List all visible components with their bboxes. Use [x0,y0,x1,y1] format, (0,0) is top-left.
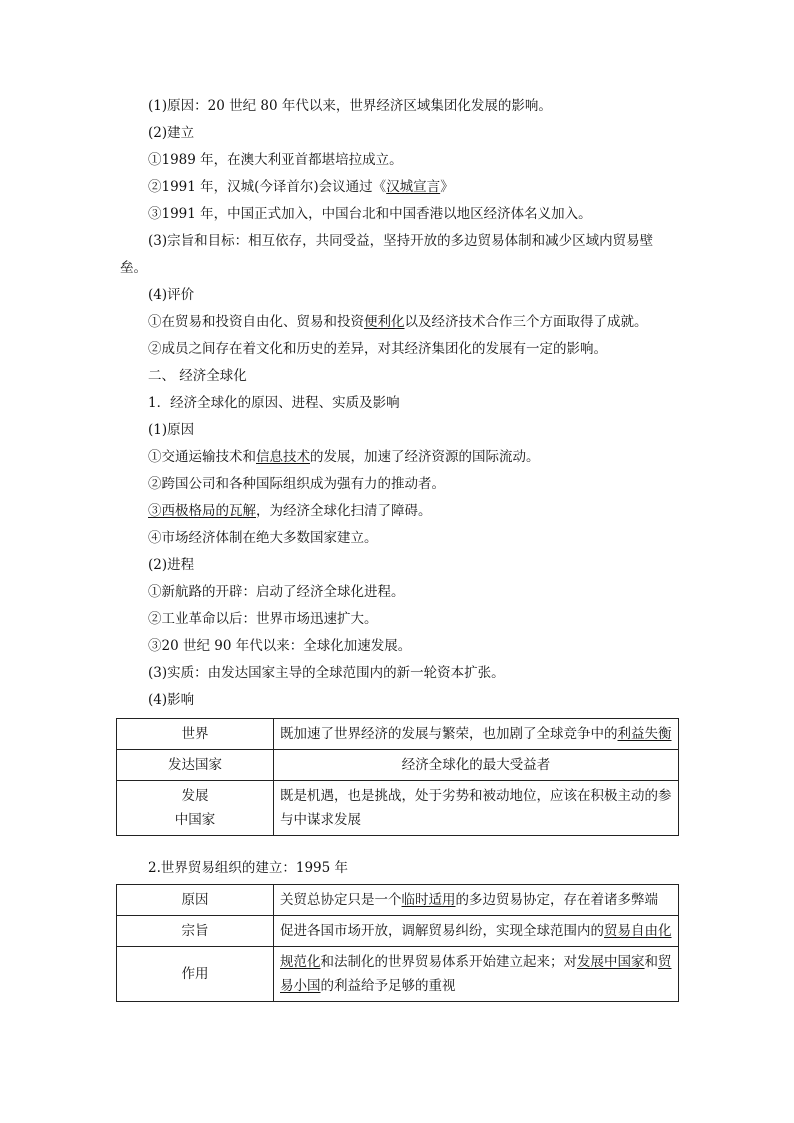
text-segment: ，为经济全球化扫清了障碍。 [256,503,432,519]
text-segment: 的利益给予足够的重视 [320,978,456,994]
table-header-cell: 发达国家 [117,750,274,781]
table-header-cell: 作用 [117,947,274,1002]
apec-evaluation-heading: (4)评价 [148,287,195,303]
underlined-term: 信息技术 [256,449,310,465]
text-segment: 和法制化的世界贸易体系开始建立起来；对 [320,954,577,970]
table-header-cell: 原因 [117,885,274,916]
table-header-cell: 宗旨 [117,916,274,947]
text-segment: 中国家 [174,812,216,828]
text-segment: 和 [644,954,658,970]
underlined-term: 利益失衡 [617,726,672,742]
apec-establish-1991-china: ③1991 年，中国正式加入，中国台北和中国香港以地区经济体名义加入。 [148,206,592,222]
reason-1 [148,447,540,467]
wto-title: 2.世界贸易组织的建立：1995 年 [148,860,349,876]
apec-establish-1989: ①1989 年，在澳大利亚首都堪培拉成立。 [148,152,403,168]
text-segment: 以及经济技术合作三个方面取得了成就。 [404,314,648,330]
text-segment: 的多边贸易协定，存在着诸多弊端 [455,892,658,908]
text-segment: 》 [440,179,454,195]
process-heading: (2)进程 [148,557,195,573]
process-2: ②工业革命以后：世界市场迅速扩大。 [148,611,378,627]
apec-establish-1991-seoul [148,177,454,197]
underlined-term: ③西极格局的瓦解 [148,503,256,519]
text-segment: 的发展，加速了经济资源的国际流动。 [310,449,540,465]
impact-heading: (4)影响 [148,692,195,708]
reason-heading: (1)原因 [148,422,195,438]
reason-2: ②跨国公司和各种国际组织成为强有力的推动者。 [148,476,445,492]
text-segment: 既加速了世界经济的发展与繁荣，也加剧了全球竞争中的 [280,726,618,742]
process-3: ③20 世纪 90 年代以来：全球化加速发展。 [148,638,412,654]
text-segment: 发展 [181,788,209,804]
table-cell [274,947,679,1002]
underlined-term: 发展中国家 [577,954,645,970]
apec-cause: (1)原因：20 世纪 80 年代以来，世界经济区域集团化发展的影响。 [148,98,552,114]
text-segment: ①在贸易和投资自由化、贸易和投资 [148,314,364,330]
apec-evaluation-2: ②成员之间存在着文化和历史的差异，对其经济集团化的发展有一定的影响。 [148,341,607,357]
table-header-cell: 世界 [117,719,274,750]
table-row [117,781,679,836]
underlined-term: 贸易小国 [280,954,672,994]
apec-purpose-cont: 垒。 [120,260,147,276]
table-row [117,885,679,916]
underlined-term: 汉城宣言 [386,179,441,195]
text-segment: 关贸总协定只是一个 [280,892,402,908]
underlined-term: 便利化 [364,314,405,330]
text-segment: 促进各国市场开放，调解贸易纠纷，实现全球范围内的 [280,923,604,939]
apec-purpose: (3)宗旨和目标：相互依存，共同受益，坚持开放的多边贸易体制和减少区域内贸易壁 [148,233,654,249]
underlined-term: 贸易自由化 [604,923,672,939]
table-row [117,719,679,750]
underlined-term: 规范化 [280,954,321,970]
essence: (3)实质：由发达国家主导的全球范围内的新一轮资本扩张。 [148,665,505,681]
subsection-heading: 1．经济全球化的原因、进程、实质及影响 [148,395,400,411]
table-cell: 既是机遇，也是挑战，处于劣势和被动地位，应该在积极主动的参与中谋求发展 [274,781,679,836]
table-cell [274,719,679,750]
table-header-cell [117,781,274,836]
table-cell [274,885,679,916]
table-row [117,750,679,781]
table-cell: 经济全球化的最大受益者 [274,750,679,781]
text-segment: ①交通运输技术和 [148,449,256,465]
wto-table [116,884,679,1002]
table-cell [274,916,679,947]
table-row [117,947,679,1002]
table-row [117,916,679,947]
apec-evaluation-1 [148,312,648,332]
text-segment: ②1991 年，汉城(今译首尔)会议通过《 [148,179,387,195]
apec-establish-heading: (2)建立 [148,125,195,141]
underlined-term: 临时适用 [401,892,456,908]
section-heading: 二、 经济全球化 [148,368,247,384]
impact-table [116,718,679,836]
reason-3 [148,501,432,521]
reason-4: ④市场经济体制在绝大多数国家建立。 [148,530,378,546]
process-1: ①新航路的开辟：启动了经济全球化进程。 [148,584,405,600]
